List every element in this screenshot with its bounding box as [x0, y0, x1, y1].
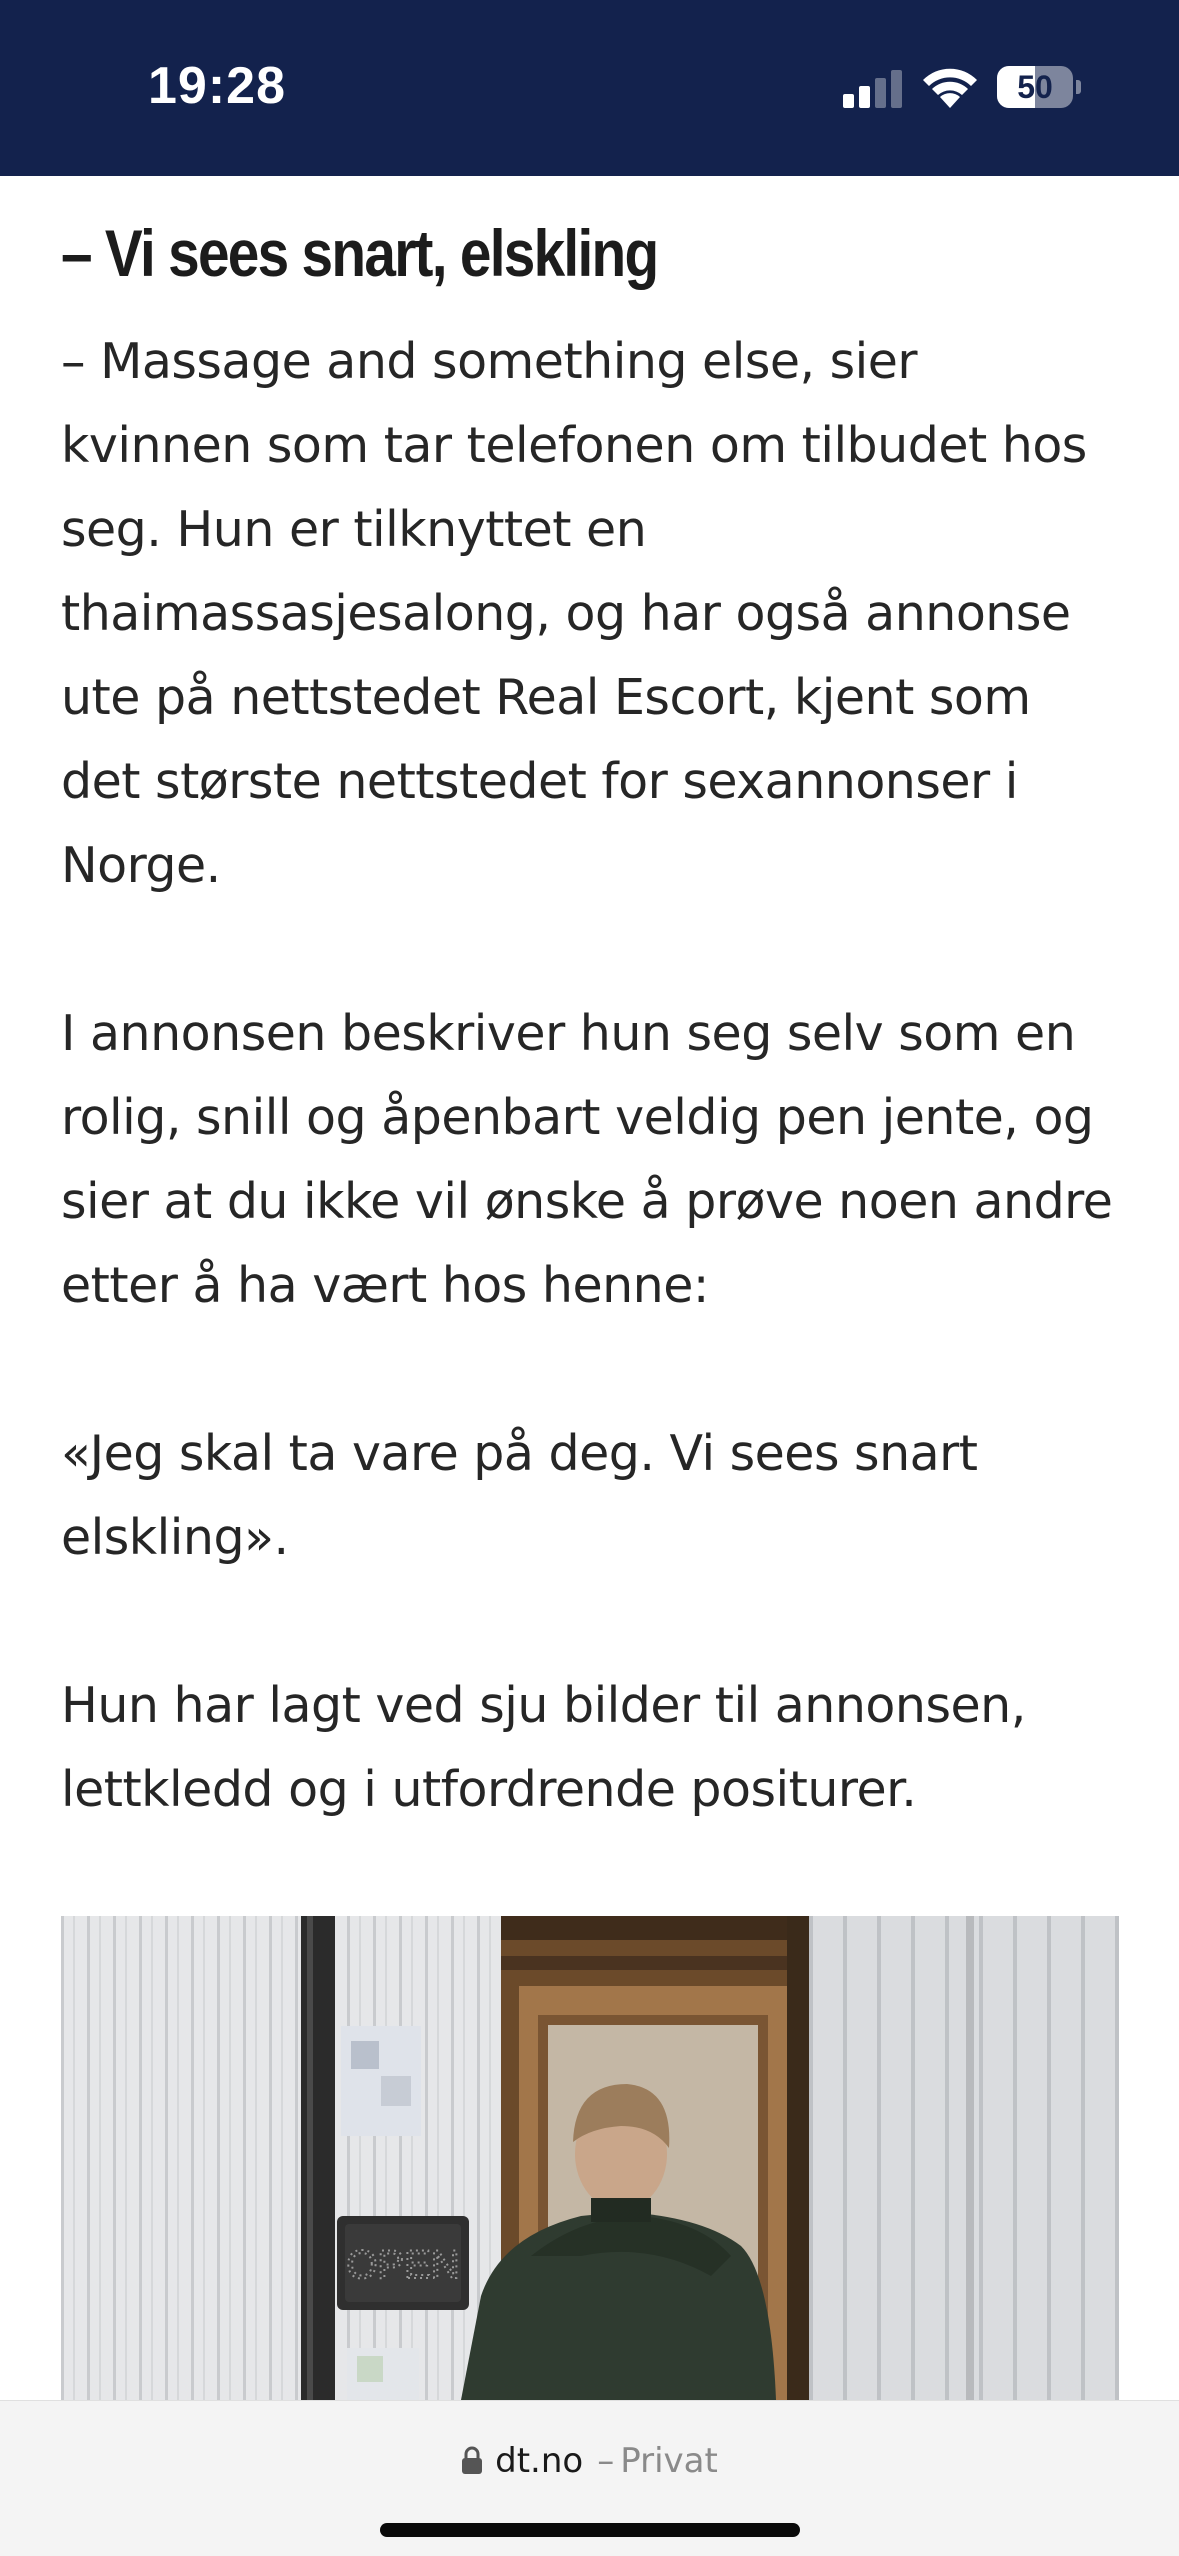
article-paragraph: I annonsen beskriver hun seg selv som en rolig, snill og åpenbart veldig pen jente, og sier at du ikke vil ønske å prøve noen andre etter å ha vært hos henne: — [61, 1005, 1113, 1314]
article — [61, 176, 1121, 1832]
url-row[interactable] — [0, 2439, 1179, 2483]
browser-url-bar[interactable] — [0, 2400, 1179, 2556]
battery-cap — [1076, 80, 1081, 94]
article-paragraph: – Massage and something else, sier kvinnen som tar telefonen om tilbudet hos seg. Hun er tilknyttet en thaimassasjesalong, og har også annonse ute på nettstedet Real Escort, kjent som det største nettstedet for sexannonser i Norge. — [61, 333, 1087, 894]
battery-body — [997, 66, 1073, 108]
home-indicator[interactable] — [380, 2523, 800, 2537]
url-domain[interactable]: dt.no — [495, 2441, 584, 2481]
private-mode-label: Privat — [620, 2441, 718, 2481]
article-paragraph: Hun har lagt ved sju bilder til annonsen, lettkledd og i utfordrende positurer. — [61, 1677, 1026, 1818]
photo-illustration — [61, 1916, 1119, 2400]
wifi-icon — [920, 64, 980, 108]
url-separator: – — [597, 2441, 615, 2481]
open-sign-text: OPEN — [346, 2243, 460, 2287]
battery-level: 50 — [1017, 69, 1053, 105]
lock-icon — [461, 2445, 483, 2475]
status-bar — [0, 0, 1179, 176]
status-time: 19:28 — [148, 57, 286, 115]
article-subheading: – Vi sees snart, elskling — [61, 216, 658, 290]
article-paragraph: «Jeg skal ta vare på deg. Vi sees snart elskling». — [61, 1425, 978, 1566]
cellular-signal-icon — [843, 70, 903, 108]
article-photo[interactable] — [61, 1916, 1119, 2400]
battery-indicator — [997, 66, 1081, 108]
